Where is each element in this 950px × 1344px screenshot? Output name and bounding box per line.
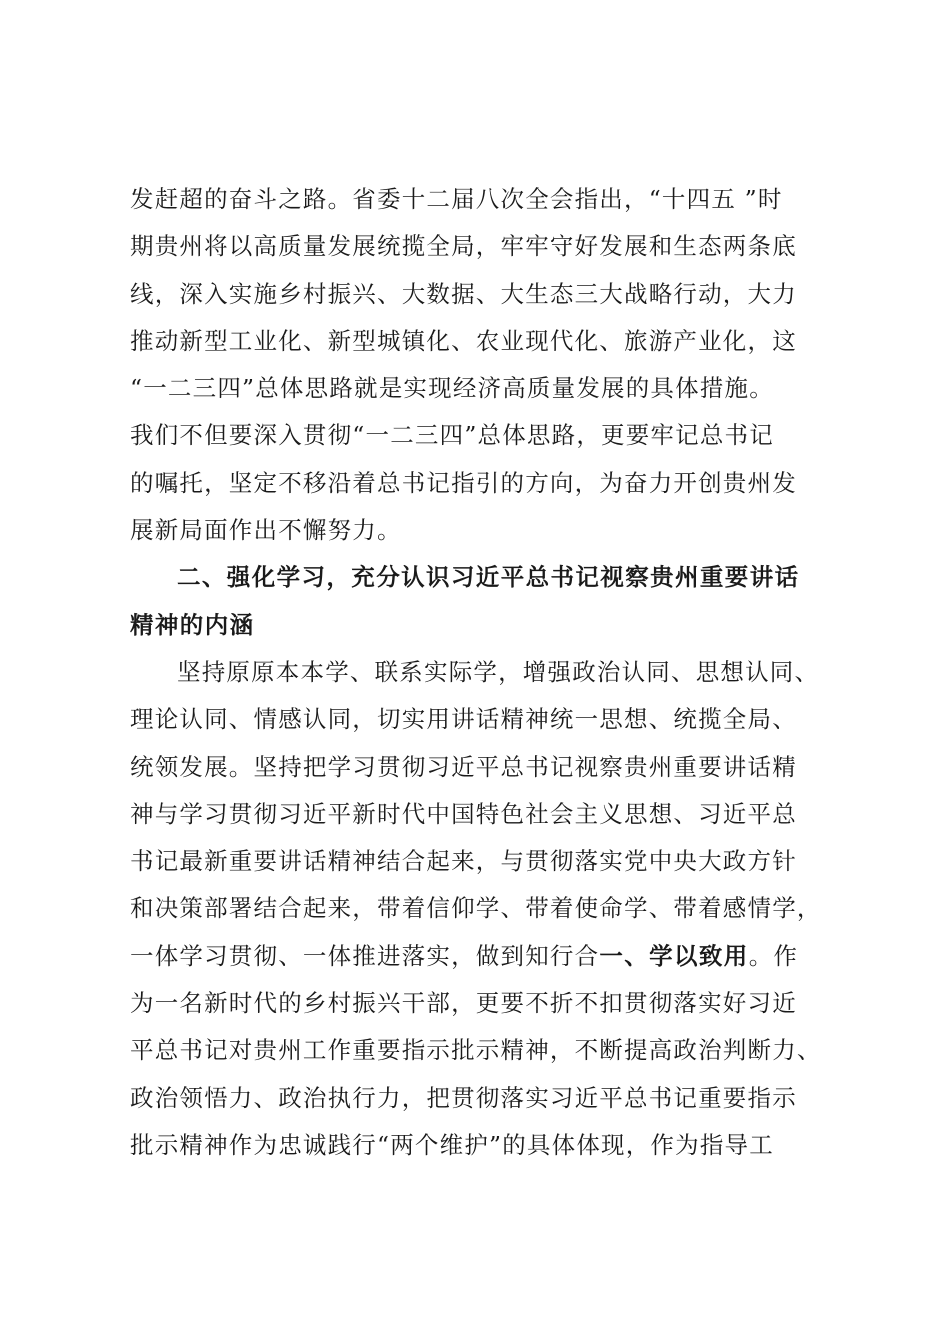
text-line: “一二三四”总体思路就是实现经济高质量发展的具体措施。 (130, 374, 774, 403)
text-line: 坚持原原本本学、联系实际学，增强政治认同、思想认同、 (177, 657, 820, 686)
text-line: 书记最新重要讲话精神结合起来，与贯彻落实党中央大政方针 (130, 847, 797, 876)
text-line: 发赶超的奋斗之路。省委十二届八次全会指出，“十四五 ”时 (130, 185, 783, 213)
text-line: 神与学习贯彻习近平新时代中国特色社会主义思想、习近平总 (130, 799, 797, 828)
heading-line: 二、强化学习，充分认识习近平总书记视察贵州重要讲话 (177, 563, 800, 592)
paragraph-1 (130, 182, 820, 560)
text-segment: 一体学习贯彻、一体推进落实，做到知行合 (130, 941, 600, 970)
heading-line: 精神的内涵 (130, 610, 255, 639)
text-line: 政治领悟力、政治执行力，把贯彻落实习近平总书记重要指示 (130, 1083, 797, 1112)
text-line: 统领发展。坚持把学习贯彻习近平总书记视察贵州重要讲话精 (130, 752, 797, 781)
text-line: 推动新型工业化、新型城镇化、农业现代化、旅游产业化，这 (130, 326, 797, 355)
text-line: 的嘱托，坚定不移沿着总书记指引的方向，为奋力开创贵州发 (130, 468, 797, 497)
paragraph-2 (130, 655, 820, 1175)
bold-text-segment: 一、学以致用 (599, 941, 749, 970)
text-line-mixed (130, 939, 820, 986)
document-page (130, 182, 820, 1175)
text-line: 展新局面作出不懈努力。 (130, 516, 402, 545)
text-segment: 。作 (748, 941, 799, 970)
text-line: 平总书记对贵州工作重要指示批示精神，不断提高政治判断力、 (130, 1036, 822, 1065)
text-line: 和决策部署结合起来，带着信仰学、带着使命学、带着感情学， (130, 894, 822, 923)
section-heading (130, 560, 820, 655)
text-line: 线，深入实施乡村振兴、大数据、大生态三大战略行动，大力 (130, 279, 797, 308)
text-line: 我们不但要深入贯彻“一二三四”总体思路，更要牢记总书记 (130, 421, 774, 450)
text-line: 期贵州将以高质量发展统揽全局，牢牢守好发展和生态两条底 (130, 232, 797, 261)
text-line: 为一名新时代的乡村振兴干部，更要不折不扣贯彻落实好习近 (130, 989, 797, 1018)
text-line: 批示精神作为忠诚践行“两个维护”的具体体现，作为指导工 (130, 1130, 774, 1159)
text-line: 理论认同、情感认同，切实用讲话精神统一思想、统揽全局、 (130, 705, 797, 734)
